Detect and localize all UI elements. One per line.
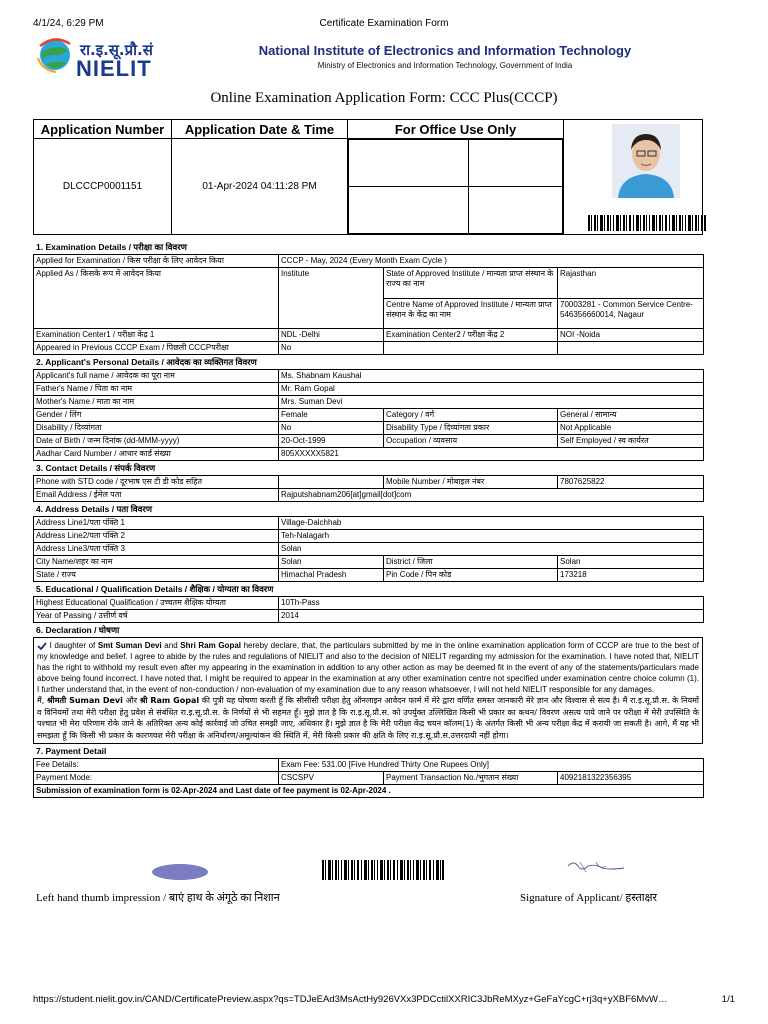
field-label: State of Approved Institute / मान्यता प्राप्त संस्थान के राज्य का नाम — [384, 268, 558, 299]
field-value: Exam Fee: 531.00 [Five Hundred Thirty One Rupees Only] — [279, 759, 704, 772]
print-header — [33, 18, 735, 30]
field-value: Mr. Ram Gopal — [279, 383, 704, 396]
field-label: Disability / दिव्यांगता — [34, 422, 279, 435]
header-application-number: Application Number — [34, 120, 172, 139]
logo-english-text: NIELIT — [76, 56, 152, 81]
field-value: No — [279, 422, 384, 435]
field-value: Female — [279, 409, 384, 422]
field-value: Not Applicable — [558, 422, 704, 435]
thumb-impression — [152, 864, 208, 880]
field-label: Fee Details: — [34, 759, 279, 772]
thumb-label: Left hand thumb impression / बाएं हाथ के अंगूठे का निशान — [36, 892, 280, 904]
field-value: Mrs. Suman Devi — [279, 396, 704, 409]
field-value: 805XXXXX5821 — [279, 448, 704, 461]
field-label: Applied As / किसके रूप में आवेदन किया — [34, 268, 279, 329]
photo-barcode — [588, 215, 706, 231]
print-datetime: 4/1/24, 6:29 PM — [33, 18, 104, 29]
field-label: Father's Name / पिता का नाम — [34, 383, 279, 396]
field-value: NOI -Noida — [558, 329, 704, 342]
field-label: Email Address / ईमेल पता — [34, 489, 279, 502]
header-office-use: For Office Use Only — [348, 120, 564, 139]
field-label: Address Line2/पता पंक्ति 2 — [34, 530, 279, 543]
field-label: Date of Birth / जन्म दिनांक (dd-MMM-yyyy) — [34, 435, 279, 448]
org-name: National Institute of Electronics and Information Technology — [258, 43, 632, 58]
payment-details-table — [33, 758, 704, 798]
form-barcode — [322, 860, 444, 880]
field-value: Solan — [279, 556, 384, 569]
org-heading — [250, 43, 640, 70]
personal-details-table — [33, 369, 704, 461]
applicant-photo — [612, 124, 680, 198]
field-label: Phone with STD code / दूरभाष एस टी डी कोड सहित — [34, 476, 279, 489]
field-value: No — [279, 342, 384, 355]
field-label: Examination Center1 / परीक्षा केंद्र 1 — [34, 329, 279, 342]
field-value: General / सामान्य — [558, 409, 704, 422]
field-value: Himachal Pradesh — [279, 569, 384, 582]
field-value: CCCP - May, 2024 (Every Month Exam Cycle ) — [279, 255, 704, 268]
field-label: Address Line3/पता पंक्ति 3 — [34, 543, 279, 556]
field-value: 7807625822 — [558, 476, 704, 489]
checkbox-checked-icon — [37, 642, 47, 650]
header-application-date: Application Date & Time — [172, 120, 348, 139]
section-payment-title: 7. Payment Detail — [36, 746, 107, 756]
field-value: Rajasthan — [558, 268, 704, 299]
field-value: Institute — [279, 268, 384, 329]
nielit-logo — [36, 36, 153, 88]
field-label: Address Line1/पता पंक्ति 1 — [34, 517, 279, 530]
section-declaration-title: 6. Declaration / घोषणा — [36, 625, 120, 635]
signature-label: Signature of Applicant/ हस्ताक्षर — [520, 892, 658, 904]
contact-details-table — [33, 475, 704, 502]
field-value: 2014 — [279, 610, 704, 623]
field-label: Disability Type / दिव्यांगता प्रकार — [384, 422, 558, 435]
application-summary-table — [33, 119, 703, 235]
declaration-text — [33, 637, 703, 744]
field-value: 173218 — [558, 569, 704, 582]
section-education-title: 5. Educational / Qualification Details / शैक्षिक / योग्यता का विवरण — [36, 584, 274, 594]
section-address-title: 4. Address Details / पता विवरण — [36, 504, 152, 514]
examination-details-table — [33, 254, 704, 355]
field-value — [279, 476, 384, 489]
field-label: Examination Center2 / परीक्षा केंद्र 2 — [384, 329, 558, 342]
section-examination-title: 1. Examination Details / परीक्षा का विवरण — [36, 242, 187, 252]
section-contact-title: 3. Contact Details / संपर्क विवरण — [36, 463, 156, 473]
field-label: Mother's Name / माता का नाम — [34, 396, 279, 409]
page-url: https://student.nielit.gov.in/CAND/CertificatePreview.aspx?qs=TDJeEAd3MsActHy926VXx3PDCctilXXRIC3JbReMXyz+GeFaYcgC+rj3q+yXBF6MvW… — [33, 994, 668, 1005]
field-value: 4092181322356395 — [558, 772, 704, 785]
declaration-hindi: मैं, श्रीमती Suman Devi और श्री Ram Gopal की पुत्री यह घोषणा करती हूँ कि सीसीसी परीक्षा हेतु ऑनलाइन आवेदन फार्म में मेरे द्वारा वर्णित समस्त जानकारी मेरे ज्ञान और विश्वास से सत्य है। मैं रा.इ.सू.प्रौ.स. के नियमों व विनियमों तथा मेरी परीक्षा हेतु प्रवेश से संबंधित रा.इ.सू.प्रौ.स. के निर्णयों से भी सहमत हूँ। मुझे ज्ञात है कि रा.इ.सू.प्रौ.स. को उपर्युक्त उल्लिखित किसी भी प्रकार का कथन/ विवरण असत्य पाये जाने पर परीक्षा में मेरी उपस्थिति के पश्चात भी मेरा परिणाम रोके जाने के अतिरिक्त अन्य कोई कार्रवाई जो उचित समझी जाए, अधिकार है। मुझे ज्ञात है कि मेरी परीक्षा केंद्र चयन कॉलम(1) के अंतर्गत किसी भी अन्य परीक्षा केंद्र में करायी जा सकती है। आगे, मैं यह भी समझता हूँ कि किसी भी प्रकार के कारणवश मेरी परीक्षा के अनिर्धारण/अमूल्यांकन की स्थिति में, मेरी किसी प्रकार की क्षति के लिए रा.इ.सू.प्रौ.स.उत्तरदायी नहीं होगा। — [37, 696, 699, 740]
field-value: Village-Dalchhab — [279, 517, 704, 530]
field-label: Mobile Number / मोबाइल नंबर — [384, 476, 558, 489]
field-label: State / राज्य — [34, 569, 279, 582]
application-number: DLCCCP0001151 — [34, 139, 172, 235]
payment-note: Submission of examination form is 02-Apr-2024 and Last date of fee payment is 02-Apr-2024 . — [34, 785, 704, 798]
field-label: Payment Transaction No./भुगतान संख्या — [384, 772, 558, 785]
field-label: Occupation / व्यवसाय — [384, 435, 558, 448]
field-label: City Name/शहर का नाम — [34, 556, 279, 569]
logo-hindi-text: रा.इ.सू.प्रौ.सं — [80, 41, 153, 59]
field-value: 10Th-Pass — [279, 597, 704, 610]
field-value: CSCSPV — [279, 772, 384, 785]
field-value: 70003281 - Common Service Centre-546356660014, Nagaur — [558, 299, 704, 329]
office-use-grid — [348, 139, 564, 235]
application-datetime: 01-Apr-2024 04:11:28 PM — [172, 139, 348, 235]
field-label: Year of Passing / उत्तीर्ण वर्ष — [34, 610, 279, 623]
applicant-signature — [566, 856, 626, 876]
address-details-table — [33, 516, 704, 582]
form-title: Online Examination Application Form: CCC Plus(CCCP) — [210, 90, 558, 106]
field-value: Self Employed / स्व कार्यरत — [558, 435, 704, 448]
field-label: Appeared in Previous CCCP Exam / पिछली CCCPपरीक्षा — [34, 342, 279, 355]
field-label: Gender / लिंग — [34, 409, 279, 422]
field-label: District / जिला — [384, 556, 558, 569]
field-label: Category / वर्ग — [384, 409, 558, 422]
field-value: Solan — [279, 543, 704, 556]
section-personal-title: 2. Applicant's Personal Details / आवेदक का व्यक्तिगत विवरण — [36, 357, 257, 367]
signature-area — [0, 850, 768, 910]
field-label: Applicant's full name / आवेदक का पूरा नाम — [34, 370, 279, 383]
field-value: 20-Oct-1999 — [279, 435, 384, 448]
field-value: Rajputshabnam206[at]gmail[dot]com — [279, 489, 704, 502]
education-details-table — [33, 596, 704, 623]
field-label: Centre Name of Approved Institute / मान्यता प्राप्त संस्थान के केंद्र का नाम — [384, 299, 558, 329]
field-label: Pin Code / पिन कोड — [384, 569, 558, 582]
page-number: 1/1 — [721, 994, 735, 1005]
form-body — [33, 240, 703, 798]
field-value: NDL -Delhi — [279, 329, 384, 342]
field-value: Solan — [558, 556, 704, 569]
field-label: Highest Educational Qualification / उच्चतम शैक्षिक योग्यता — [34, 597, 279, 610]
field-value: Ms. Shabnam Kaushal — [279, 370, 704, 383]
org-ministry: Ministry of Electronics and Information Technology, Government of India — [317, 61, 573, 70]
photo-cell — [564, 120, 703, 235]
field-label: Payment Mode: — [34, 772, 279, 785]
field-label: Aadhar Card Number / आधार कार्ड संख्या — [34, 448, 279, 461]
declaration-english: I daughter of Smt Suman Devi and Shri Ram Gopal hereby declare, that, the particulars submitted by me in the online examination application form of CCCP are true to the best of my knowledge and belief. I agree to abide by the rules and regulations of NIELIT and also to the decision of NIELIT regarding my admission for the examination. I have noted that, NIELIT has the right to withhold my result even after my appearing in the examination in addition to any other action as may be deemed fit in the event of any of the statements/particulars made above being found incorrect. I have noted that, I might be required to appear in the examination at any other examination centre not specified under examination centre choice column (1). I further understand that, in the event of non-conduction / non-evaluation of my examination due to any reason whatsoever, I will not held NIELIT responsible for any damages. — [37, 641, 699, 694]
print-title: Certificate Examination Form — [319, 18, 449, 29]
field-value: Teh-Nalagarh — [279, 530, 704, 543]
globe-logo-icon — [36, 36, 74, 74]
field-label: Applied for Examination / किस परीक्षा के लिए आवेदन किया — [34, 255, 279, 268]
